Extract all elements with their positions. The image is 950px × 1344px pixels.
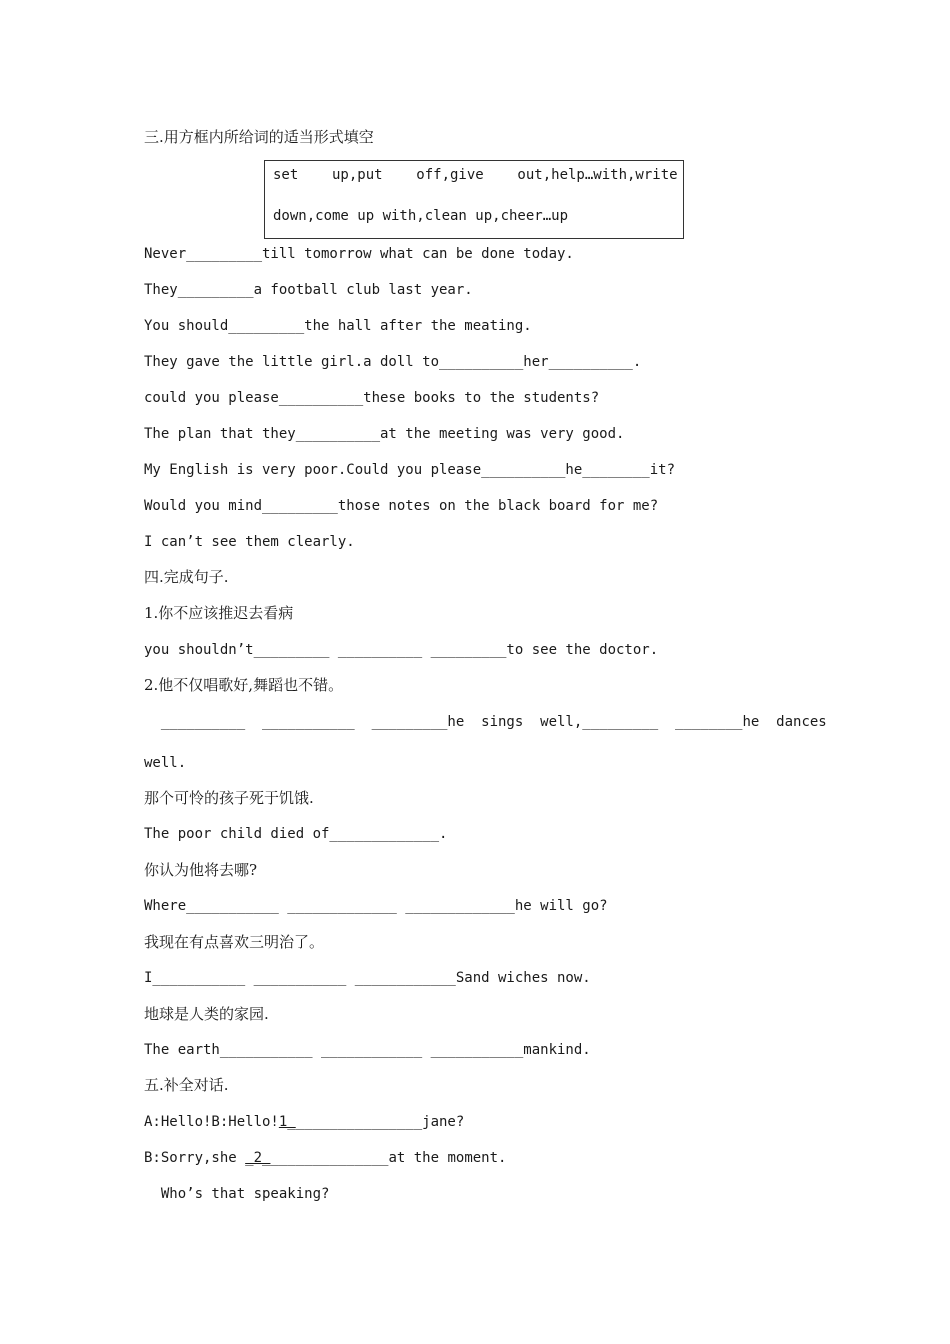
exercise-item-8: Would you mind_________those notes on the black board for me? bbox=[144, 498, 659, 514]
dialogue-line-2-a: B:Sorry,she bbox=[144, 1150, 246, 1166]
q4-chinese: 你认为他将去哪? bbox=[144, 861, 258, 879]
section4-heading: 四.完成句子. bbox=[144, 568, 229, 586]
exercise-item-9: I can’t see them clearly. bbox=[144, 534, 355, 550]
q3-chinese: 那个可怜的孩子死于饥饿. bbox=[144, 789, 314, 807]
dialogue-line-1-b: _______________jane? bbox=[295, 1114, 465, 1130]
section3-heading: 三.用方框内所给词的适当形式填空 bbox=[144, 128, 374, 146]
q6-english: The earth___________ ____________ ___________mankind. bbox=[144, 1042, 591, 1058]
exercise-item-7: My English is very poor.Could you please__________he________it? bbox=[144, 462, 676, 478]
q6-chinese: 地球是人类的家园. bbox=[144, 1005, 269, 1023]
q2-english-cont: well. bbox=[144, 755, 187, 771]
exercise-item-1: Never_________till tomorrow what can be done today. bbox=[144, 246, 574, 262]
q4-english: Where___________ _____________ _____________he will go? bbox=[144, 898, 608, 914]
dialogue-line-2-b: ______________at the moment. bbox=[270, 1150, 507, 1166]
q5-english: I___________ ___________ ____________Sand wiches now. bbox=[144, 970, 591, 986]
q1-english: you shouldn’t_________ __________ _________to see the doctor. bbox=[144, 642, 659, 658]
q2-chinese: 2.他不仅唱歌好,舞蹈也不错。 bbox=[144, 676, 344, 694]
dialogue-line-1 bbox=[144, 1112, 464, 1132]
blank-number-2: _2_ bbox=[245, 1150, 271, 1166]
word-box-line-2: down,come up with,clean up,cheer…up bbox=[273, 208, 569, 224]
q3-english: The poor child died of_____________. bbox=[144, 826, 448, 842]
blank-number-1: 1_ bbox=[278, 1114, 296, 1130]
q1-chinese: 1.你不应该推迟去看病 bbox=[144, 604, 294, 622]
section5-heading: 五.补全对话. bbox=[144, 1076, 229, 1094]
word-box bbox=[264, 160, 684, 239]
dialogue-line-3: Who’s that speaking? bbox=[144, 1186, 330, 1202]
dialogue-line-2 bbox=[144, 1148, 506, 1168]
exercise-item-2: They_________a football club last year. bbox=[144, 282, 473, 298]
exercise-item-5: could you please__________these books to the students? bbox=[144, 390, 600, 406]
word-box-line-1: set up,put off,give out,help…with,write bbox=[273, 167, 678, 183]
q2-english: __________ ___________ _________he sings well,_________ ________he dances bbox=[144, 714, 827, 730]
q5-chinese: 我现在有点喜欢三明治了。 bbox=[144, 933, 325, 951]
exercise-item-4: They gave the little girl.a doll to__________her__________. bbox=[144, 354, 642, 370]
exercise-item-6: The plan that they__________at the meeting was very good. bbox=[144, 426, 625, 442]
exercise-item-3: You should_________the hall after the meating. bbox=[144, 318, 532, 334]
dialogue-line-1-a: A:Hello!B:Hello! bbox=[144, 1114, 279, 1130]
